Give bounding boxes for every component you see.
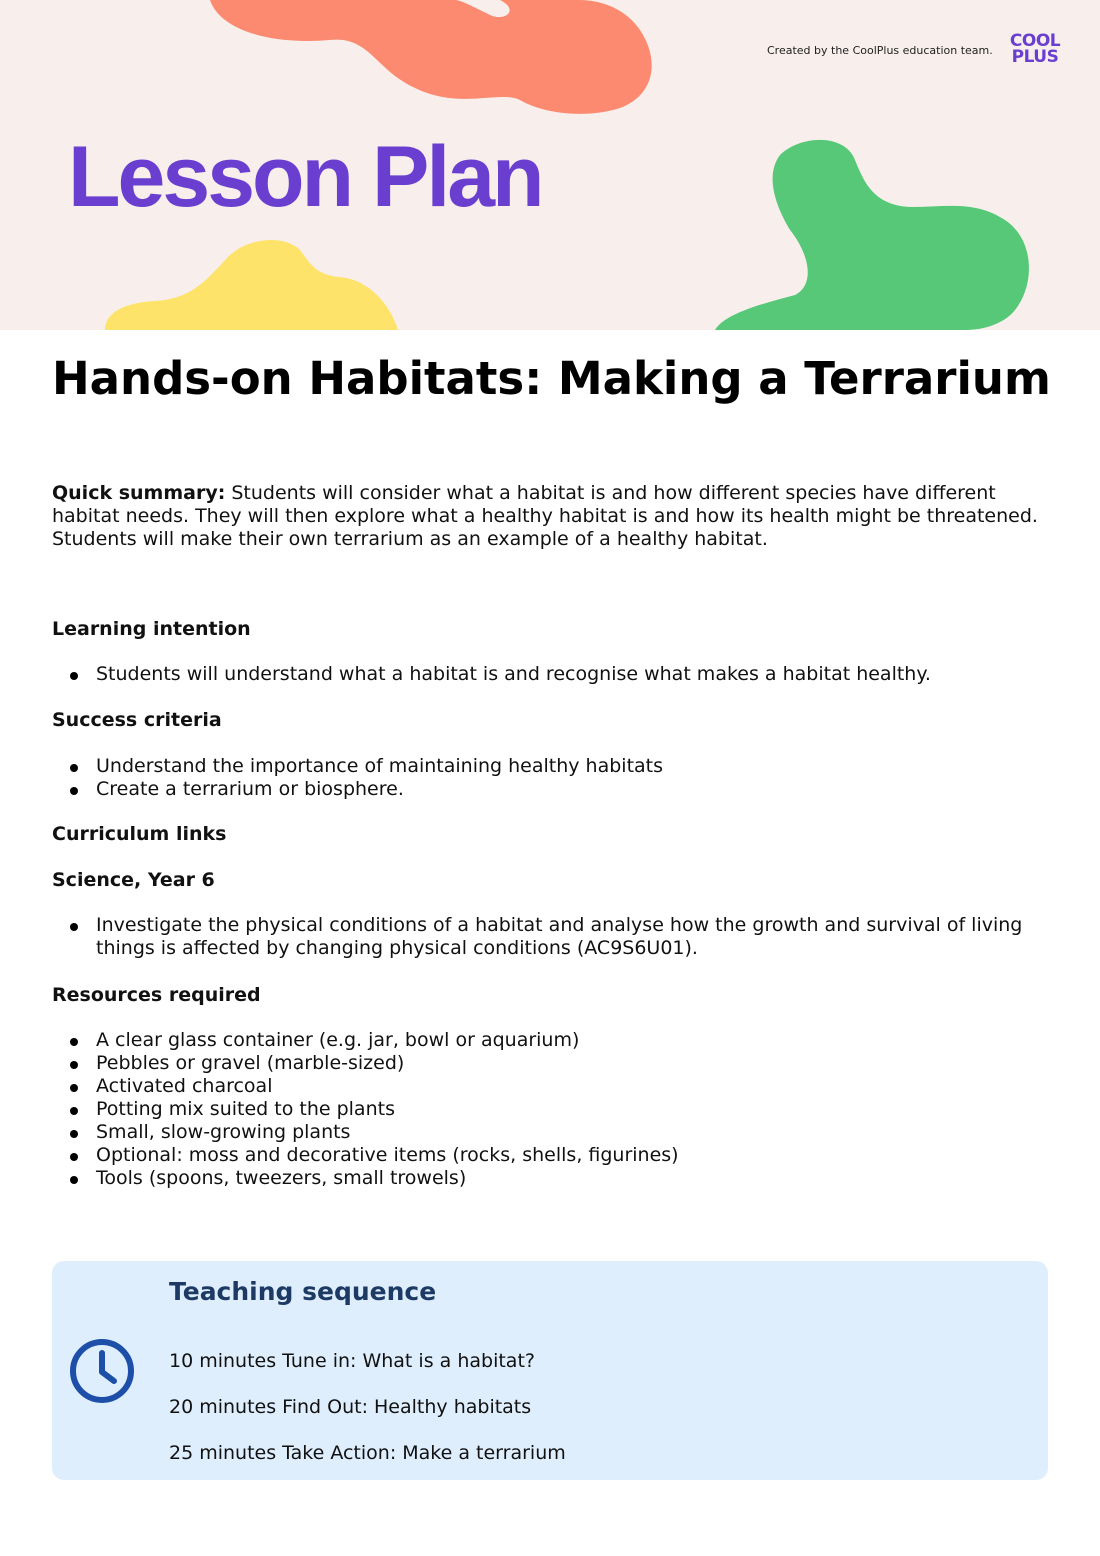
header-banner <box>0 0 1100 330</box>
success-criteria-list <box>52 755 1042 801</box>
list-item: Understand the importance of maintaining healthy habitats <box>52 755 1042 778</box>
resources-list <box>52 1029 1042 1190</box>
coolplus-logo <box>1000 33 1070 73</box>
list-item: Small, slow-growing plants <box>52 1121 1042 1144</box>
teaching-sequence-box <box>52 1261 1048 1480</box>
banner-title: Lesson Plan <box>68 129 542 225</box>
green-blob <box>705 135 1040 330</box>
summary-text: Students will consider what a habitat is and how different species have different habitat needs. They will then explore what a healthy habitat is and how its health might be threatened. Students will make their own terrarium as an example of a healthy habitat. <box>52 482 1038 550</box>
lesson-title: Hands-on Habitats: Making a Terrarium <box>52 352 1051 405</box>
salmon-blob <box>200 0 660 120</box>
logo-line-2: PLUS <box>1011 47 1059 67</box>
list-item: A clear glass container (e.g. jar, bowl or aquarium) <box>52 1029 1042 1052</box>
list-item: Pebbles or gravel (marble-sized) <box>52 1052 1042 1075</box>
list-item: Create a terrarium or biosphere. <box>52 778 1042 801</box>
learning-intention-list <box>52 663 1042 686</box>
teaching-sequence-heading: Teaching sequence <box>169 1277 437 1306</box>
success-criteria-heading: Success criteria <box>52 709 222 731</box>
curriculum-heading: Curriculum links <box>52 823 227 845</box>
logo-line-1: COOL <box>1009 31 1061 51</box>
credit-text: Created by the CoolPlus education team. <box>767 44 993 57</box>
curriculum-subheading: Science, Year 6 <box>52 869 215 891</box>
sequence-item: 20 minutes Find Out: Healthy habitats <box>169 1396 532 1418</box>
quick-summary <box>52 482 1052 551</box>
list-item: Investigate the physical conditions of a habitat and analyse how the growth and survival of living things is affected by changing physical conditions (AC9S6U01). <box>52 914 1042 960</box>
list-item: Activated charcoal <box>52 1075 1042 1098</box>
list-item: Potting mix suited to the plants <box>52 1098 1042 1121</box>
list-item: Tools (spoons, tweezers, small trowels) <box>52 1167 1042 1190</box>
curriculum-list <box>52 914 1042 960</box>
summary-label: Quick summary: <box>52 482 226 504</box>
learning-intention-heading: Learning intention <box>52 618 251 640</box>
list-item: Students will understand what a habitat is and recognise what makes a habitat healthy. <box>52 663 1042 686</box>
clock-icon <box>67 1336 137 1406</box>
resources-heading: Resources required <box>52 984 261 1006</box>
sequence-item: 25 minutes Take Action: Make a terrarium <box>169 1442 566 1464</box>
sequence-item: 10 minutes Tune in: What is a habitat? <box>169 1350 535 1372</box>
list-item: Optional: moss and decorative items (rocks, shells, figurines) <box>52 1144 1042 1167</box>
yellow-blob <box>100 235 400 330</box>
